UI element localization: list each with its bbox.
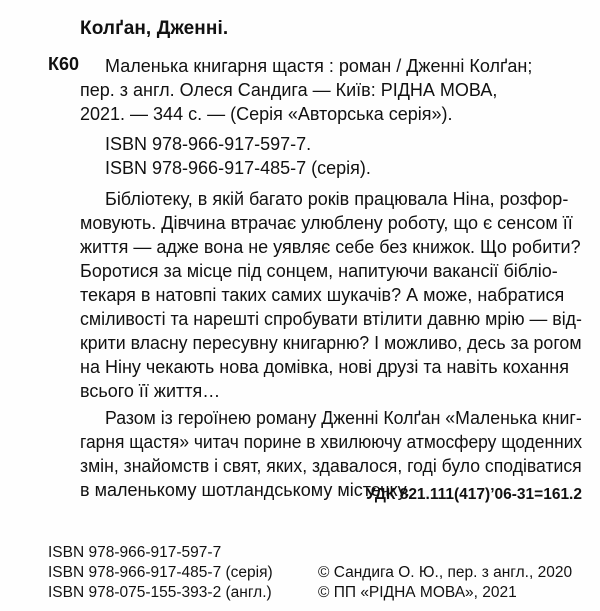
bibliographic-line: пер. з англ. Олеся Сандига — Київ: РІДНА МОВА,	[80, 80, 498, 100]
annotation-line: змін, знайомств і свят, яких, здавалося, годі було сподіватися	[80, 456, 582, 476]
bibliographic-line: Маленька книгарня щастя : роман / Дженні Колґан;	[105, 56, 533, 76]
classification-code: К60	[48, 54, 80, 74]
annotation-line: мовують. Дівчина втрачає улюблену роботу, що є сенсом її	[80, 213, 573, 233]
udk-code: УДК 821.111(417)’06-31=161.2	[366, 486, 582, 503]
author-heading: Колґан, Дженні.	[80, 18, 229, 39]
annotation-line: на Ніну чекають нова домівка, нові друзі та навіть кохання	[80, 357, 569, 377]
footer-isbn-line: ISBN 978-966-917-597-7	[48, 544, 222, 561]
annotation-line: в маленькому шотландському містечку.	[80, 480, 410, 500]
annotation-line: життя — адже вона не уявляє себе без книжок. Що робити?	[80, 237, 581, 257]
annotation-line: гарня щастя» читач порине в хвилюючу атмосферу щоденних	[80, 432, 583, 452]
isbn-line: ISBN 978-966-917-597-7.	[105, 134, 312, 154]
annotation-line: Разом із героїнею роману Дженні Колґан «Маленька книг-	[105, 408, 582, 428]
isbn-line: ISBN 978-966-917-485-7 (серія).	[105, 158, 371, 178]
annotation-line: Бібліотеку, в якій багато років працювала Ніна, розфор-	[105, 189, 569, 209]
footer-isbn-line: ISBN 978-075-155-393-2 (англ.)	[48, 584, 272, 601]
annotation-line: Боротися за місце під сонцем, напитуючи вакансії бібліо-	[80, 261, 558, 281]
annotation-line: всього її життя…	[80, 381, 221, 401]
annotation-line: крити власну пересувну книгарню? І можливо, десь за рогом	[80, 333, 582, 353]
annotation-line: текаря в натовпі таких самих шукачів? А може, набратися	[80, 285, 565, 305]
copyright-line: © ПП «РІДНА МОВА», 2021	[318, 584, 517, 601]
annotation-line: сміливості та нарешті спробувати втілити давню мрію — від-	[80, 309, 582, 329]
footer-isbn-line: ISBN 978-966-917-485-7 (серія)	[48, 564, 273, 581]
copyright-line: © Сандига О. Ю., пер. з англ., 2020	[318, 564, 573, 581]
bibliographic-line: 2021. — 344 с. — (Серія «Авторська серія»).	[80, 104, 453, 124]
